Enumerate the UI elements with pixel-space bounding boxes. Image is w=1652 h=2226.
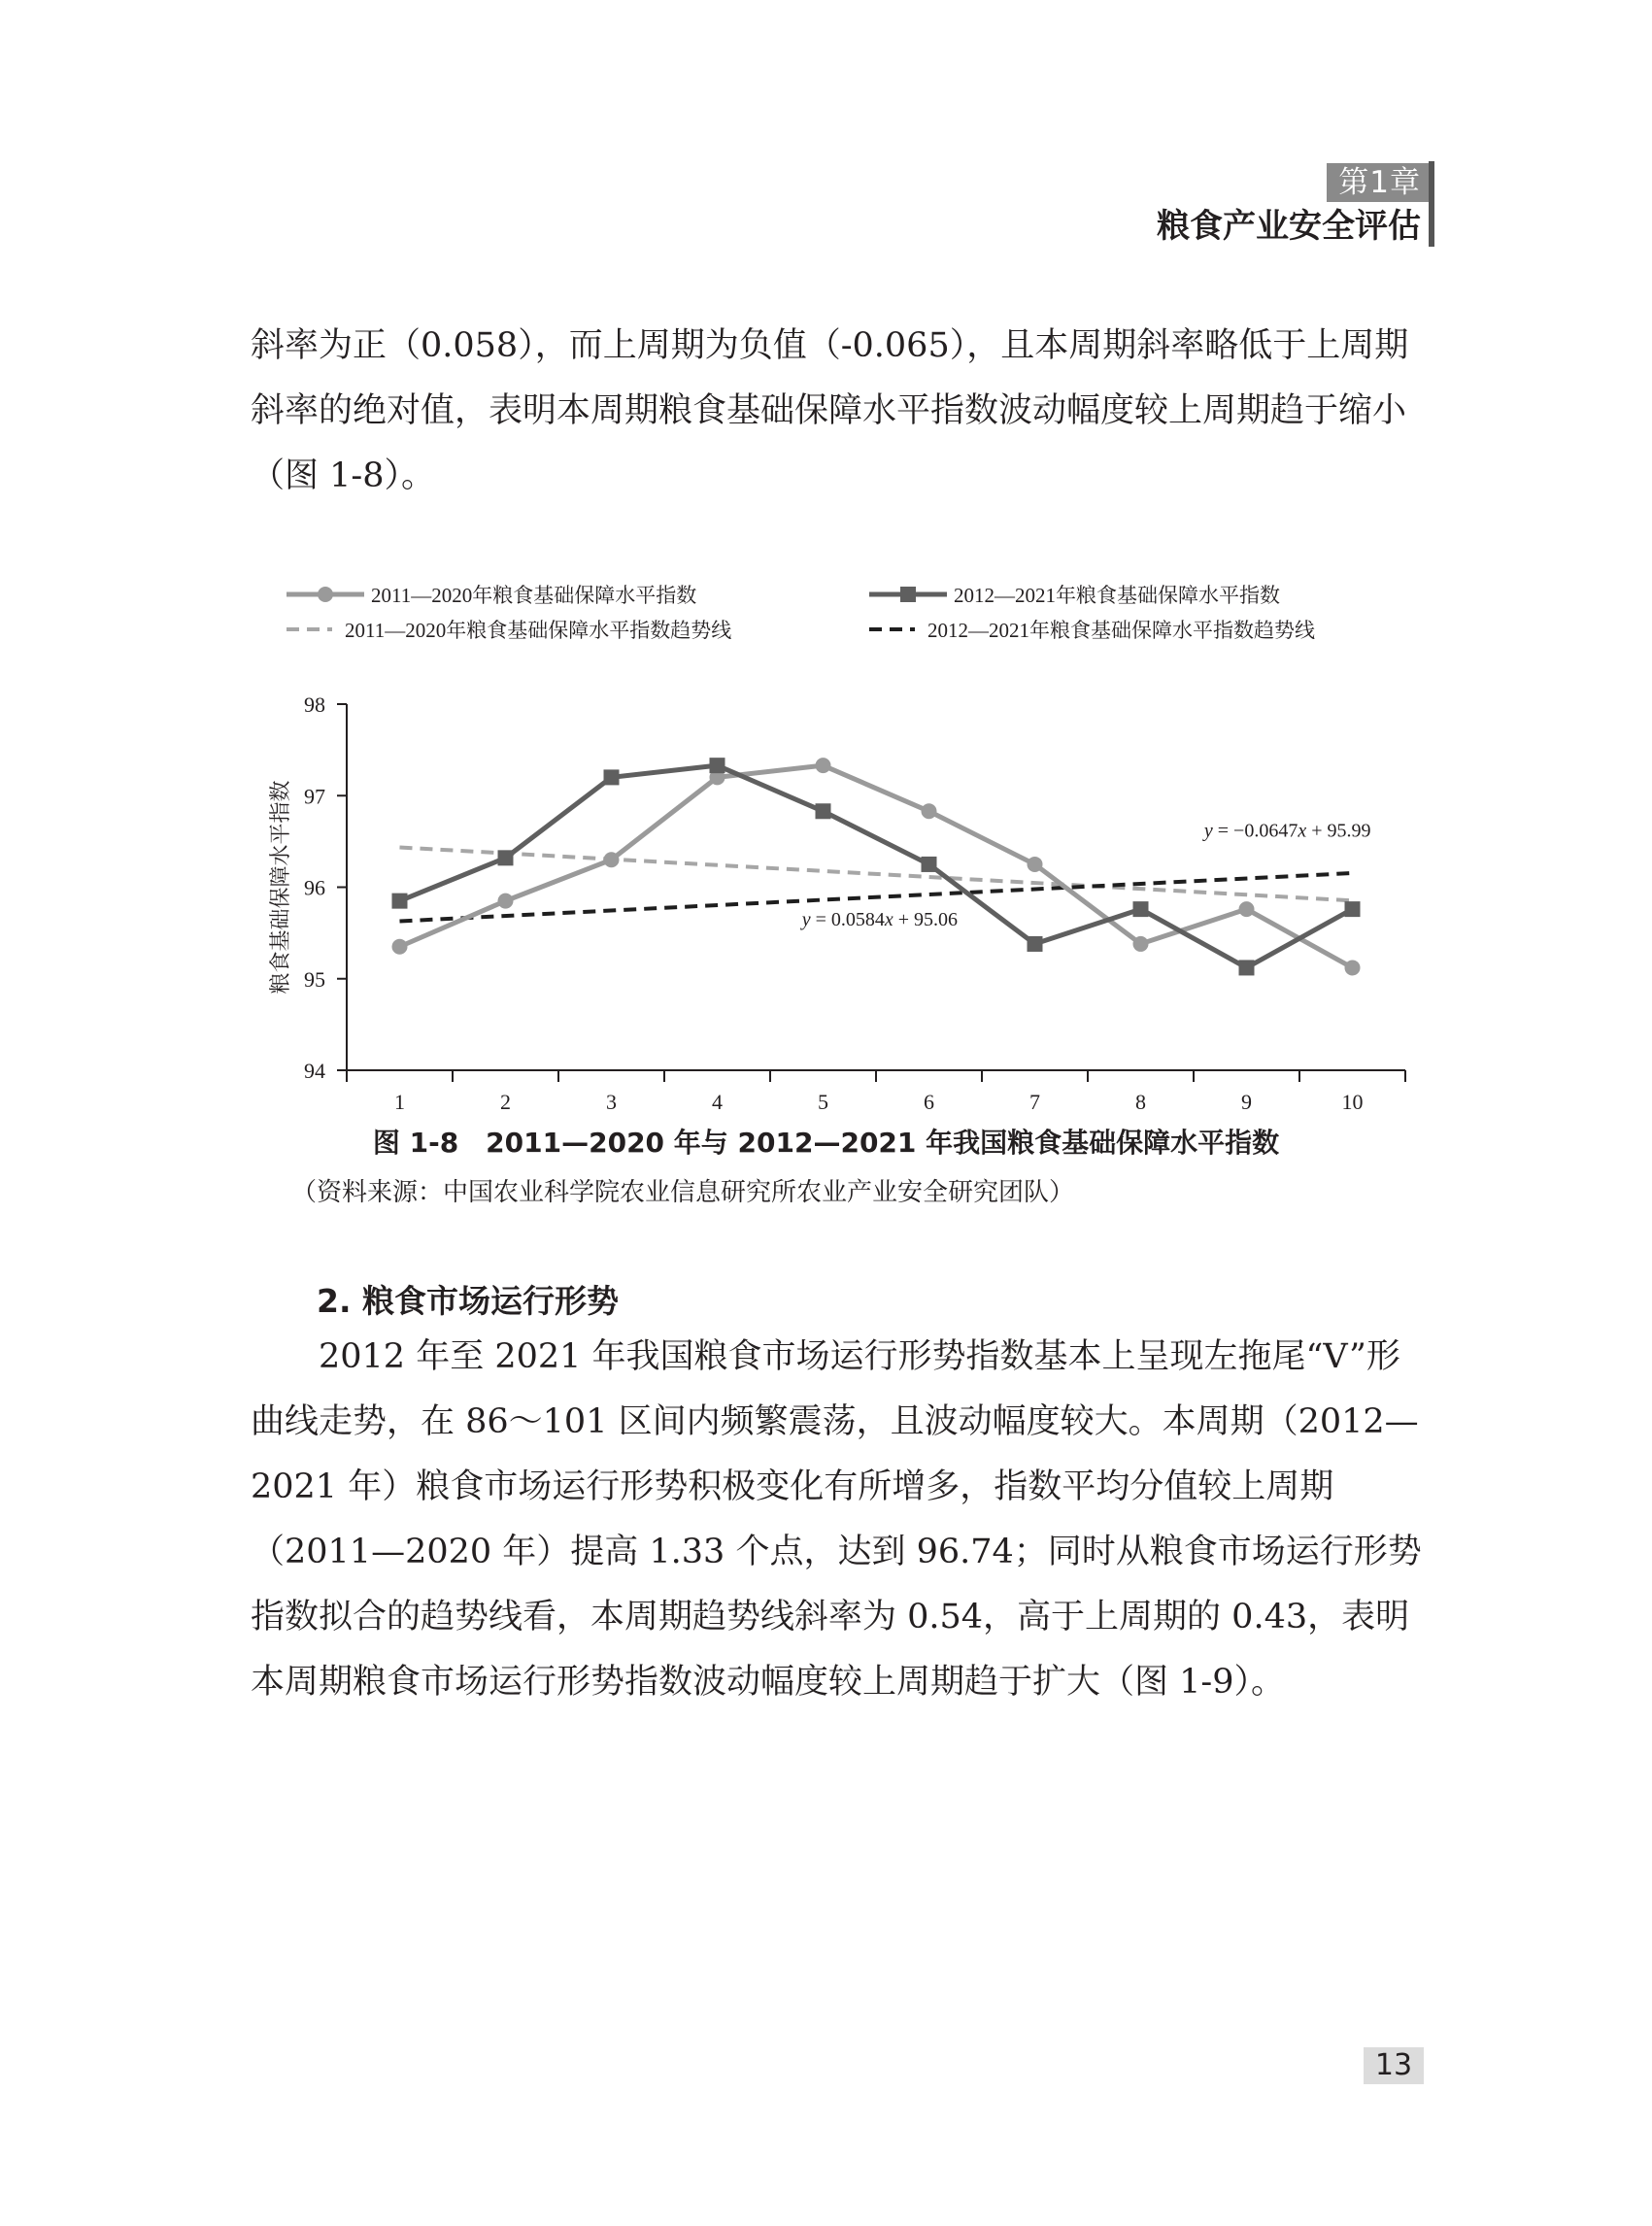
legend-label: 2012—2021年粮食基础保障水平指数 (954, 584, 1280, 607)
x-tick-label: 4 (712, 1090, 723, 1114)
series-line-1 (400, 765, 1353, 967)
legend-marker-square (900, 587, 916, 602)
series-line-2 (400, 765, 1353, 967)
trend-equation-1: y = −0.0647x + 95.99 (1203, 820, 1371, 842)
section-heading: 2. 粮食市场运行形势 (317, 1282, 619, 1320)
chapter-title: 粮食产业安全评估 (1157, 207, 1421, 246)
y-tick-label: 96 (304, 875, 325, 900)
body-paragraph-1: 斜率为正（0.058），而上周期为负值（-0.065），且本周期斜率略低于上周期斜率的绝对值，表明本周期粮食基础保障水平指数波动幅度较上周期趋于缩小（图 1-8）。 (251, 326, 1409, 495)
trend-equation-2: y = 0.0584x + 95.06 (801, 909, 959, 931)
data-point-square (1133, 901, 1149, 917)
legend-label: 2012—2021年粮食基础保障水平指数趋势线 (927, 619, 1315, 642)
chapter-label: 第1章 (1327, 163, 1433, 202)
data-point-circle (498, 894, 514, 909)
x-tick-label: 8 (1135, 1090, 1146, 1114)
legend-label: 2011—2020年粮食基础保障水平指数 (371, 584, 697, 607)
data-point-square (1239, 960, 1255, 975)
x-tick-label: 9 (1241, 1090, 1252, 1114)
data-point-circle (922, 803, 937, 819)
data-point-square (1345, 901, 1361, 917)
data-point-square (816, 803, 831, 819)
figure-source: （资料来源：中国农业科学院农业信息研究所农业产业安全研究团队） (291, 1178, 1075, 1207)
data-point-circle (1133, 936, 1149, 952)
x-tick-label: 5 (818, 1090, 828, 1114)
x-tick-label: 2 (500, 1090, 511, 1114)
x-tick-label: 7 (1029, 1090, 1040, 1114)
legend-label: 2011—2020年粮食基础保障水平指数趋势线 (345, 619, 732, 642)
y-axis-title: 粮食基础保障水平指数 (269, 780, 293, 995)
legend-marker-circle (318, 587, 333, 602)
y-tick-label: 94 (304, 1059, 325, 1083)
figure-caption: 图 1-8 2011—2020 年与 2012—2021 年我国粮食基础保障水平指数 (372, 1127, 1280, 1159)
x-tick-label: 1 (394, 1090, 405, 1114)
data-point-circle (604, 852, 620, 867)
data-point-square (710, 758, 725, 773)
data-point-square (922, 857, 937, 872)
x-tick-label: 3 (606, 1090, 617, 1114)
page-number: 13 (1364, 2047, 1424, 2084)
y-tick-label: 97 (304, 784, 325, 809)
x-tick-label: 10 (1341, 1090, 1364, 1114)
x-tick-label: 6 (924, 1090, 934, 1114)
data-point-square (392, 894, 408, 909)
y-tick-label: 98 (304, 692, 325, 717)
trend-line-1 (400, 847, 1353, 900)
data-point-circle (816, 758, 831, 773)
data-point-circle (392, 939, 408, 955)
data-point-square (1028, 936, 1043, 952)
data-point-circle (1028, 857, 1043, 872)
data-point-circle (1239, 901, 1255, 917)
y-tick-label: 95 (304, 966, 325, 992)
body-paragraph-2: 2012 年至 2021 年我国粮食市场运行形势指数基本上呈现左拖尾“V”形曲线走势，在 86～101 区间内频繁震荡，且波动幅度较大。本周期（2012—2021 年）粮食市场运行形势积极变化有所增多，指数平均分值较上周期（2011—2020 年）提高 1.33 个点，达到 96.74；同时从粮食市场运行形势指数拟合的趋势线看，本周期趋势线斜率为 0.54，高于上周期的 0.43，表明本周期粮食市场运行形势指数波动幅度较上周期趋于扩大（图 1-9）。 (251, 1337, 1422, 1702)
data-point-square (604, 769, 620, 785)
data-point-circle (1345, 960, 1361, 975)
data-point-square (498, 850, 514, 865)
